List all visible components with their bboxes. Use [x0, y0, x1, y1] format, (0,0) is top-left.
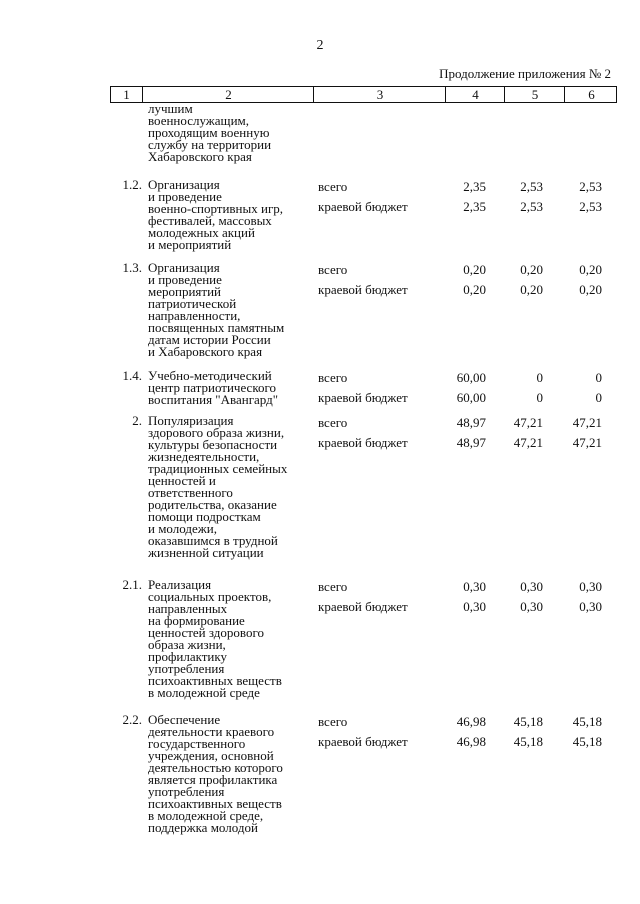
header-col-3: 3 — [313, 87, 446, 102]
value-col-6: 0,20 — [579, 282, 602, 297]
row-description: Реализация социальных проектов, направленных на формирование ценностей здорового образа жизни, профилактику употребления психоактивных веществ в молодежной среде — [148, 577, 282, 700]
line-label: краевой бюджет — [318, 282, 408, 297]
table-body — [0, 103, 640, 844]
line-label: краевой бюджет — [318, 199, 408, 214]
table-row — [0, 579, 640, 714]
value-col-6: 0 — [595, 390, 602, 405]
header-col-2: 2 — [142, 87, 314, 102]
header-col-4: 4 — [445, 87, 505, 102]
row-values — [318, 579, 618, 619]
row-number: 1.4. — [122, 368, 142, 383]
row-description: Организация и проведение военно-спортивных игр, фестивалей, массовых молодежных акций и мероприятий — [148, 177, 284, 252]
line-label: всего — [318, 179, 348, 194]
value-col-5: 45,18 — [513, 714, 543, 729]
value-col-6: 2,53 — [579, 199, 602, 214]
value-line — [318, 179, 618, 199]
value-col-4: 48,97 — [456, 435, 486, 450]
line-label: всего — [318, 262, 348, 277]
continuation-label: Продолжение приложения № 2 — [439, 66, 611, 81]
value-col-5: 2,53 — [520, 179, 543, 194]
line-label: всего — [318, 714, 348, 729]
value-col-6: 45,18 — [572, 734, 602, 749]
value-col-4: 2,35 — [463, 199, 486, 214]
value-line — [318, 415, 618, 435]
value-col-5: 45,18 — [513, 734, 543, 749]
value-col-6: 0,30 — [579, 599, 602, 614]
row-number: 2.1. — [122, 577, 142, 592]
table-row — [0, 415, 640, 579]
line-label: краевой бюджет — [318, 599, 408, 614]
value-col-4: 60,00 — [456, 370, 486, 385]
header-col-1: 1 — [123, 87, 130, 102]
value-line — [318, 435, 618, 455]
value-col-6: 0,20 — [579, 262, 602, 277]
line-label: всего — [318, 370, 348, 385]
table-row — [0, 262, 640, 370]
value-col-4: 46,98 — [456, 714, 486, 729]
row-values — [318, 370, 618, 410]
table-row — [0, 179, 640, 262]
value-col-4: 48,97 — [456, 415, 486, 430]
value-col-4: 2,35 — [463, 179, 486, 194]
value-col-4: 46,98 — [456, 734, 486, 749]
value-col-5: 0,30 — [520, 579, 543, 594]
value-col-4: 0,30 — [463, 599, 486, 614]
value-col-6: 0,30 — [579, 579, 602, 594]
value-line — [318, 262, 618, 282]
value-col-6: 47,21 — [572, 415, 602, 430]
value-col-5: 0 — [536, 390, 543, 405]
value-line — [318, 282, 618, 302]
header-col-5: 5 — [504, 87, 565, 102]
value-col-5: 47,21 — [513, 435, 543, 450]
header-col-6: 6 — [564, 87, 618, 102]
row-description: Обеспечение деятельности краевого государственного учреждения, основной деятельностью которого является профилактика употребления психоактивных веществ в молодежной среде, поддержка молодой — [148, 712, 283, 835]
line-label: краевой бюджет — [318, 734, 408, 749]
line-label: краевой бюджет — [318, 390, 408, 405]
value-col-5: 0 — [536, 370, 543, 385]
value-col-4: 0,20 — [463, 262, 486, 277]
value-col-6: 0 — [595, 370, 602, 385]
value-col-6: 45,18 — [572, 714, 602, 729]
row-number: 2.2. — [122, 712, 142, 727]
row-description: Популяризация здорового образа жизни, культуры безопасности жизнедеятельности, традиционных семейных ценностей и ответственного родительства, оказание помощи подросткам и молодежи, оказавшимся в трудной жизненной ситуации — [148, 413, 288, 560]
value-col-4: 0,30 — [463, 579, 486, 594]
page-number: 2 — [316, 38, 324, 53]
value-col-5: 2,53 — [520, 199, 543, 214]
value-line — [318, 734, 618, 754]
value-line — [318, 390, 618, 410]
row-values — [318, 415, 618, 455]
value-col-4: 0,20 — [463, 282, 486, 297]
row-description: лучшим военнослужащим, проходящим военную службу на территории Хабаровского края — [148, 101, 272, 164]
value-col-5: 0,20 — [520, 262, 543, 277]
value-col-5: 0,20 — [520, 282, 543, 297]
row-values — [318, 179, 618, 219]
row-values — [318, 262, 618, 302]
row-number: 2. — [132, 413, 142, 428]
value-line — [318, 599, 618, 619]
value-col-5: 0,30 — [520, 599, 543, 614]
line-label: всего — [318, 415, 348, 430]
value-col-4: 60,00 — [456, 390, 486, 405]
value-col-6: 47,21 — [572, 435, 602, 450]
line-label: всего — [318, 579, 348, 594]
table-row — [0, 714, 640, 844]
value-line — [318, 199, 618, 219]
row-number: 1.2. — [122, 177, 142, 192]
value-col-6: 2,53 — [579, 179, 602, 194]
value-col-5: 47,21 — [513, 415, 543, 430]
row-values — [318, 714, 618, 754]
value-line — [318, 579, 618, 599]
table-row — [0, 370, 640, 415]
line-label: краевой бюджет — [318, 435, 408, 450]
value-line — [318, 370, 618, 390]
row-description: Организация и проведение мероприятий патриотической направленности, посвященных памятным датам истории России и Хабаровского края — [148, 260, 285, 359]
row-number: 1.3. — [122, 260, 142, 275]
value-line — [318, 714, 618, 734]
row-description: Учебно-методический центр патриотического воспитания "Авангард" — [148, 368, 279, 407]
table-row — [0, 103, 640, 179]
